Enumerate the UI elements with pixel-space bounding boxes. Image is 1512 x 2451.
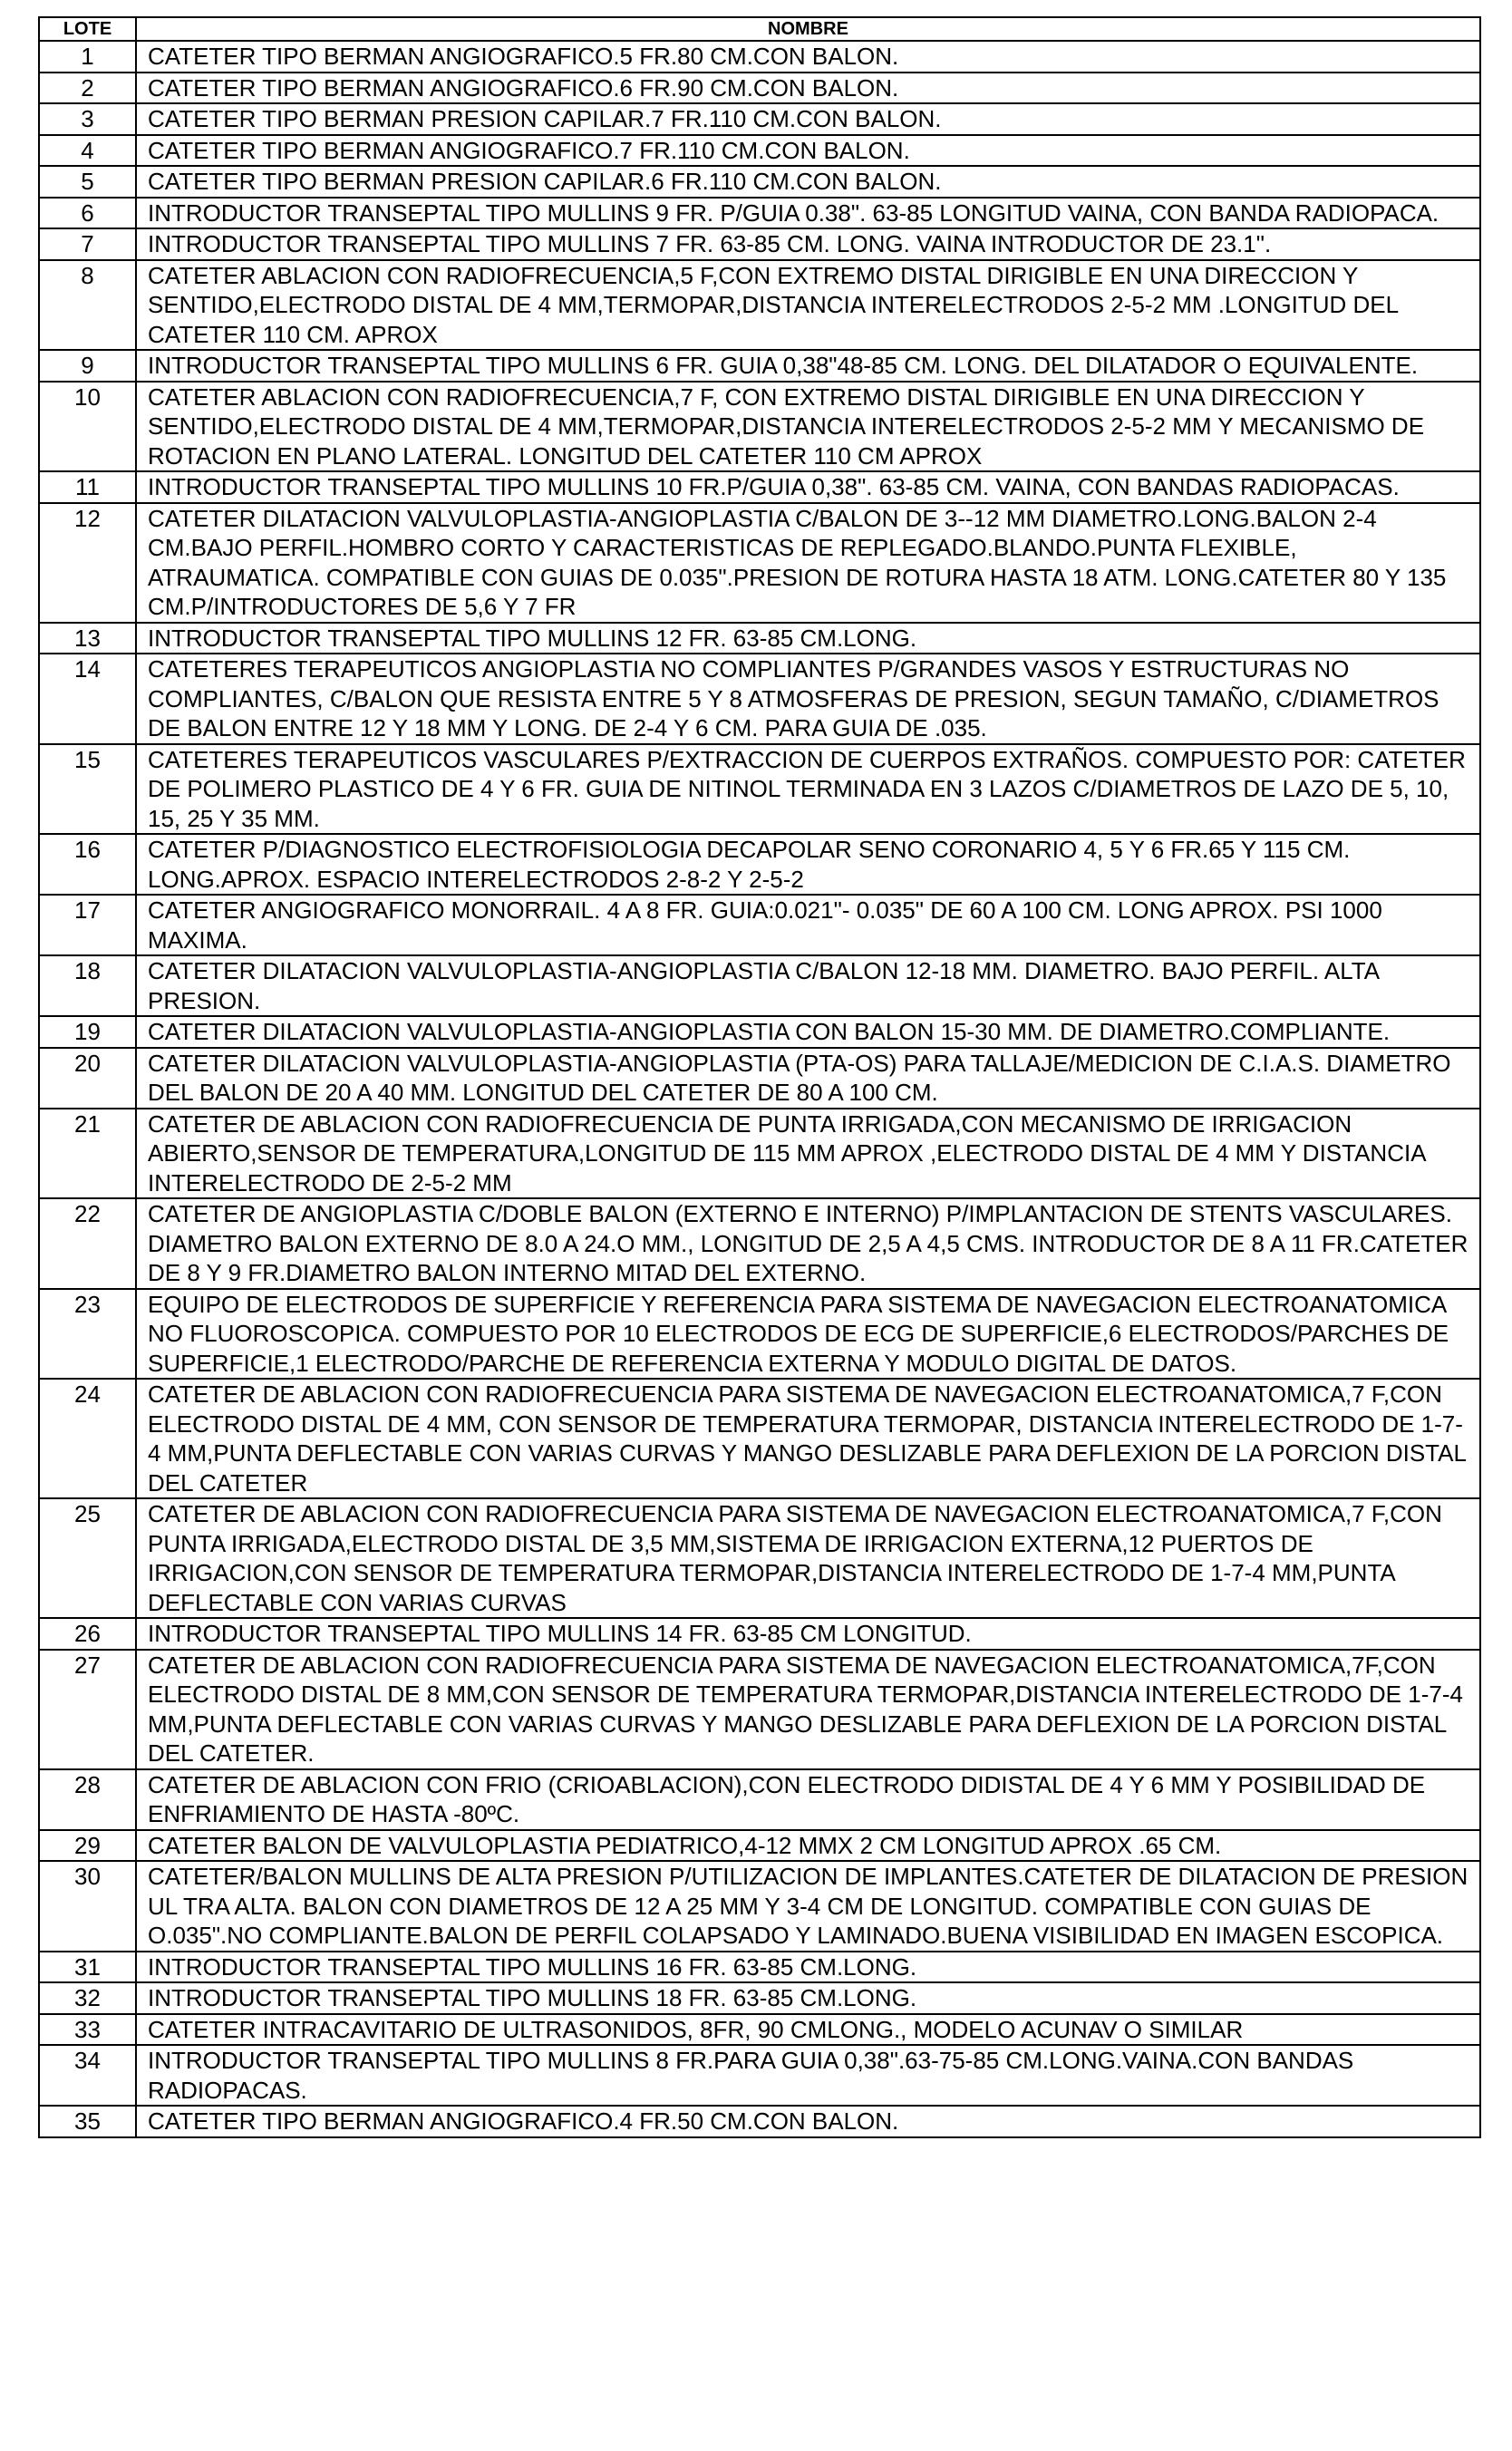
nombre-cell: INTRODUCTOR TRANSEPTAL TIPO MULLINS 9 FR. P/GUIA 0.38". 63-85 LONGITUD VAINA, CON BANDA RADIOPACA. bbox=[136, 198, 1480, 229]
nombre-cell: CATETER DE ABLACION CON FRIO (CRIOABLACION),CON ELECTRODO DIDISTAL DE 4 Y 6 MM Y POSIBILIDAD DE ENFRIAMIENTO DE HASTA -80ºC. bbox=[136, 1769, 1480, 1830]
lote-cell: 2 bbox=[39, 73, 136, 104]
lote-cell: 12 bbox=[39, 503, 136, 623]
table-row bbox=[39, 1048, 1480, 1109]
nombre-cell: CATETER TIPO BERMAN ANGIOGRAFICO.6 FR.90 CM.CON BALON. bbox=[136, 73, 1480, 104]
table-row bbox=[39, 895, 1480, 955]
nombre-cell: INTRODUCTOR TRANSEPTAL TIPO MULLINS 16 FR. 63-85 CM.LONG. bbox=[136, 1952, 1480, 1983]
nombre-cell: CATETER TIPO BERMAN PRESION CAPILAR.6 FR.110 CM.CON BALON. bbox=[136, 166, 1480, 198]
table-row bbox=[39, 350, 1480, 382]
lote-cell: 30 bbox=[39, 1861, 136, 1952]
nombre-cell: CATETER DILATACION VALVULOPLASTIA-ANGIOPLASTIA C/BALON DE 3--12 MM DIAMETRO.LONG.BALON 2-4 CM.BAJO PERFIL.HOMBRO CORTO Y CARACTERISTICAS DE REPLEGADO.BLANDO.PUNTA FLEXIBLE, ATRAUMATICA. COMPATIBLE CON GUIAS DE 0.035".PRESION DE ROTURA HASTA 18 ATM. LONG.CATETER 80 Y 135 CM.P/INTRODUCTORES DE 5,6 Y 7 FR bbox=[136, 503, 1480, 623]
nombre-cell: CATETER DE ABLACION CON RADIOFRECUENCIA PARA SISTEMA DE NAVEGACION ELECTROANATOMICA,7 F,CON ELECTRODO DISTAL DE 4 MM, CON SENSOR DE TEMPERATURA TERMOPAR, DISTANCIA INTERELECTRODO DE 1-7-4 MM,PUNTA DEFLECTABLE CON VARIAS CURVAS Y MANGO DESLIZABLE PARA DEFLEXION DE LA PORCION DISTAL DEL CATETER bbox=[136, 1379, 1480, 1498]
nombre-cell: INTRODUCTOR TRANSEPTAL TIPO MULLINS 14 FR. 63-85 CM LONGITUD. bbox=[136, 1618, 1480, 1650]
nombre-cell: CATETER DE ANGIOPLASTIA C/DOBLE BALON (EXTERNO E INTERNO) P/IMPLANTACION DE STENTS VASCULARES. DIAMETRO BALON EXTERNO DE 8.0 A 24.O MM., LONGITUD DE 2,5 A 4,5 CMS. INTRODUCTOR DE 8 A 11 FR.CATETER DE 8 Y 9 FR.DIAMETRO BALON INTERNO MITAD DEL EXTERNO. bbox=[136, 1198, 1480, 1289]
table-row bbox=[39, 1650, 1480, 1769]
nombre-cell: CATETER DILATACION VALVULOPLASTIA-ANGIOPLASTIA C/BALON 12-18 MM. DIAMETRO. BAJO PERFIL. ALTA PRESION. bbox=[136, 955, 1480, 1016]
nombre-cell: CATETER ABLACION CON RADIOFRECUENCIA,7 F, CON EXTREMO DISTAL DIRIGIBLE EN UNA DIRECCION Y SENTIDO,ELECTRODO DISTAL DE 4 MM,TERMOPAR,DISTANCIA INTERELECTRODOS 2-5-2 MM Y MECANISMO DE ROTACION EN PLANO LATERAL. LONGITUD DEL CATETER 110 CM APROX bbox=[136, 382, 1480, 472]
nombre-cell: CATETERES TERAPEUTICOS ANGIOPLASTIA NO COMPLIANTES P/GRANDES VASOS Y ESTRUCTURAS NO COMPLIANTES, C/BALON QUE RESISTA ENTRE 5 Y 8 ATMOSFERAS DE PRESION, SEGUN TAMAÑO, C/DIAMETROS DE BALON ENTRE 12 Y 18 MM Y LONG. DE 2-4 Y 6 CM. PARA GUIA DE .035. bbox=[136, 654, 1480, 744]
table-row bbox=[39, 471, 1480, 503]
table-row bbox=[39, 2014, 1480, 2046]
nombre-cell: EQUIPO DE ELECTRODOS DE SUPERFICIE Y REFERENCIA PARA SISTEMA DE NAVEGACION ELECTROANATOMICA NO FLUOROSCOPICA. COMPUESTO POR 10 ELECTRODOS DE ECG DE SUPERFICIE,6 ELECTRODOS/PARCHES DE SUPERFICIE,1 ELECTRODO/PARCHE DE REFERENCIA EXTERNA Y MODULO DIGITAL DE DATOS. bbox=[136, 1289, 1480, 1380]
lote-cell: 1 bbox=[39, 41, 136, 73]
nombre-cell: INTRODUCTOR TRANSEPTAL TIPO MULLINS 7 FR. 63-85 CM. LONG. VAINA INTRODUCTOR DE 23.1". bbox=[136, 228, 1480, 260]
lote-cell: 14 bbox=[39, 654, 136, 744]
nombre-cell: INTRODUCTOR TRANSEPTAL TIPO MULLINS 10 FR.P/GUIA 0,38". 63-85 CM. VAINA, CON BANDAS RADIOPACAS. bbox=[136, 471, 1480, 503]
table-row bbox=[39, 41, 1480, 73]
table-row bbox=[39, 382, 1480, 472]
lote-cell: 3 bbox=[39, 103, 136, 135]
table-row bbox=[39, 1830, 1480, 1862]
lote-cell: 32 bbox=[39, 1982, 136, 2014]
nombre-cell: CATETER TIPO BERMAN PRESION CAPILAR.7 FR.110 CM.CON BALON. bbox=[136, 103, 1480, 135]
table-row bbox=[39, 1769, 1480, 1830]
lote-cell: 25 bbox=[39, 1498, 136, 1618]
lote-cell: 15 bbox=[39, 744, 136, 835]
nombre-cell: CATETER DILATACION VALVULOPLASTIA-ANGIOPLASTIA CON BALON 15-30 MM. DE DIAMETRO.COMPLIANTE. bbox=[136, 1016, 1480, 1048]
table-row bbox=[39, 1982, 1480, 2014]
table-row bbox=[39, 198, 1480, 229]
lote-cell: 10 bbox=[39, 382, 136, 472]
table-row bbox=[39, 1861, 1480, 1952]
nombre-cell: CATETER DE ABLACION CON RADIOFRECUENCIA PARA SISTEMA DE NAVEGACION ELECTROANATOMICA,7F,CON ELECTRODO DISTAL DE 8 MM,CON SENSOR DE TEMPERATURA TERMOPAR,DISTANCIA INTERELECTRODO DE 1-7-4 MM,PUNTA DEFLECTABLE CON VARIAS CURVAS Y MANGO DESLIZABLE PARA DEFLEXION DE LA PORCION DISTAL DEL CATETER. bbox=[136, 1650, 1480, 1769]
lote-cell: 20 bbox=[39, 1048, 136, 1109]
nombre-cell: CATETER TIPO BERMAN ANGIOGRAFICO.5 FR.80 CM.CON BALON. bbox=[136, 41, 1480, 73]
table-row bbox=[39, 503, 1480, 623]
lotes-table bbox=[38, 16, 1481, 2138]
lote-cell: 28 bbox=[39, 1769, 136, 1830]
lote-cell: 27 bbox=[39, 1650, 136, 1769]
nombre-cell: INTRODUCTOR TRANSEPTAL TIPO MULLINS 12 FR. 63-85 CM.LONG. bbox=[136, 623, 1480, 654]
lote-cell: 7 bbox=[39, 228, 136, 260]
table-row bbox=[39, 1379, 1480, 1498]
header-nombre: NOMBRE bbox=[136, 17, 1480, 41]
table-row bbox=[39, 1198, 1480, 1289]
table-row bbox=[39, 1498, 1480, 1618]
table-row bbox=[39, 2106, 1480, 2137]
lote-cell: 8 bbox=[39, 260, 136, 351]
lote-cell: 6 bbox=[39, 198, 136, 229]
table-row bbox=[39, 135, 1480, 167]
table-row bbox=[39, 623, 1480, 654]
nombre-cell: INTRODUCTOR TRANSEPTAL TIPO MULLINS 18 FR. 63-85 CM.LONG. bbox=[136, 1982, 1480, 2014]
table-row bbox=[39, 834, 1480, 895]
table-row bbox=[39, 654, 1480, 744]
nombre-cell: INTRODUCTOR TRANSEPTAL TIPO MULLINS 6 FR. GUIA 0,38"48-85 CM. LONG. DEL DILATADOR O EQUIVALENTE. bbox=[136, 350, 1480, 382]
lote-cell: 22 bbox=[39, 1198, 136, 1289]
lote-cell: 19 bbox=[39, 1016, 136, 1048]
lote-cell: 35 bbox=[39, 2106, 136, 2137]
table-row bbox=[39, 260, 1480, 351]
lote-cell: 31 bbox=[39, 1952, 136, 1983]
header-lote: LOTE bbox=[39, 17, 136, 41]
table-row bbox=[39, 228, 1480, 260]
nombre-cell: CATETER TIPO BERMAN ANGIOGRAFICO.4 FR.50 CM.CON BALON. bbox=[136, 2106, 1480, 2137]
lote-cell: 21 bbox=[39, 1109, 136, 1199]
lote-cell: 5 bbox=[39, 166, 136, 198]
table-header-row bbox=[39, 17, 1480, 41]
nombre-cell: CATETER INTRACAVITARIO DE ULTRASONIDOS, 8FR, 90 CMLONG., MODELO ACUNAV O SIMILAR bbox=[136, 2014, 1480, 2046]
table-row bbox=[39, 2045, 1480, 2106]
lote-cell: 26 bbox=[39, 1618, 136, 1650]
table-row bbox=[39, 103, 1480, 135]
table-row bbox=[39, 166, 1480, 198]
lote-cell: 9 bbox=[39, 350, 136, 382]
nombre-cell: CATETER DILATACION VALVULOPLASTIA-ANGIOPLASTIA (PTA-OS) PARA TALLAJE/MEDICION DE C.I.A.S. DIAMETRO DEL BALON DE 20 A 40 MM. LONGITUD DEL CATETER DE 80 A 100 CM. bbox=[136, 1048, 1480, 1109]
nombre-cell: CATETER ANGIOGRAFICO MONORRAIL. 4 A 8 FR. GUIA:0.021"- 0.035" DE 60 A 100 CM. LONG APROX. PSI 1000 MAXIMA. bbox=[136, 895, 1480, 955]
table-row bbox=[39, 744, 1480, 835]
nombre-cell: CATETERES TERAPEUTICOS VASCULARES P/EXTRACCION DE CUERPOS EXTRAÑOS. COMPUESTO POR: CATETER DE POLIMERO PLASTICO DE 4 Y 6 FR. GUIA DE NITINOL TERMINADA EN 3 LAZOS C/DIAMETROS DE LAZO DE 5, 10, 15, 25 Y 35 MM. bbox=[136, 744, 1480, 835]
lote-cell: 24 bbox=[39, 1379, 136, 1498]
lote-cell: 23 bbox=[39, 1289, 136, 1380]
table-row bbox=[39, 955, 1480, 1016]
table-row bbox=[39, 1952, 1480, 1983]
lote-cell: 29 bbox=[39, 1830, 136, 1862]
table-row bbox=[39, 1289, 1480, 1380]
lote-cell: 13 bbox=[39, 623, 136, 654]
lote-cell: 4 bbox=[39, 135, 136, 167]
lote-cell: 33 bbox=[39, 2014, 136, 2046]
lote-cell: 17 bbox=[39, 895, 136, 955]
table-row bbox=[39, 1618, 1480, 1650]
lote-cell: 34 bbox=[39, 2045, 136, 2106]
table-row bbox=[39, 1109, 1480, 1199]
nombre-cell: CATETER BALON DE VALVULOPLASTIA PEDIATRICO,4-12 MMX 2 CM LONGITUD APROX .65 CM. bbox=[136, 1830, 1480, 1862]
lote-cell: 18 bbox=[39, 955, 136, 1016]
nombre-cell: CATETER DE ABLACION CON RADIOFRECUENCIA DE PUNTA IRRIGADA,CON MECANISMO DE IRRIGACION ABIERTO,SENSOR DE TEMPERATURA,LONGITUD DE 115 MM APROX ,ELECTRODO DISTAL DE 4 MM Y DISTANCIA INTERELECTRODO DE 2-5-2 MM bbox=[136, 1109, 1480, 1199]
nombre-cell: INTRODUCTOR TRANSEPTAL TIPO MULLINS 8 FR.PARA GUIA 0,38".63-75-85 CM.LONG.VAINA.CON BANDAS RADIOPACAS. bbox=[136, 2045, 1480, 2106]
nombre-cell: CATETER ABLACION CON RADIOFRECUENCIA,5 F,CON EXTREMO DISTAL DIRIGIBLE EN UNA DIRECCION Y SENTIDO,ELECTRODO DISTAL DE 4 MM,TERMOPAR,DISTANCIA INTERELECTRODOS 2-5-2 MM .LONGITUD DEL CATETER 110 CM. APROX bbox=[136, 260, 1480, 351]
nombre-cell: CATETER/BALON MULLINS DE ALTA PRESION P/UTILIZACION DE IMPLANTES.CATETER DE DILATACION DE PRESION UL TRA ALTA. BALON CON DIAMETROS DE 12 A 25 MM Y 3-4 CM DE LONGITUD. COMPATIBLE CON GUIAS DE O.035".NO COMPLIANTE.BALON DE PERFIL COLAPSADO Y LAMINADO.BUENA VISIBILIDAD EN IMAGEN ESCOPICA. bbox=[136, 1861, 1480, 1952]
lote-cell: 16 bbox=[39, 834, 136, 895]
table-row bbox=[39, 1016, 1480, 1048]
table-row bbox=[39, 73, 1480, 104]
lote-cell: 11 bbox=[39, 471, 136, 503]
nombre-cell: CATETER TIPO BERMAN ANGIOGRAFICO.7 FR.110 CM.CON BALON. bbox=[136, 135, 1480, 167]
nombre-cell: CATETER P/DIAGNOSTICO ELECTROFISIOLOGIA DECAPOLAR SENO CORONARIO 4, 5 Y 6 FR.65 Y 115 CM. LONG.APROX. ESPACIO INTERELECTRODOS 2-8-2 Y 2-5-2 bbox=[136, 834, 1480, 895]
nombre-cell: CATETER DE ABLACION CON RADIOFRECUENCIA PARA SISTEMA DE NAVEGACION ELECTROANATOMICA,7 F,CON PUNTA IRRIGADA,ELECTRODO DISTAL DE 3,5 MM,SISTEMA DE IRRIGACION EXTERNA,12 PUERTOS DE IRRIGACION,CON SENSOR DE TEMPERATURA TERMOPAR,DISTANCIA INTERELECTRODO DE 1-7-4 MM,PUNTA DEFLECTABLE CON VARIAS CURVAS bbox=[136, 1498, 1480, 1618]
